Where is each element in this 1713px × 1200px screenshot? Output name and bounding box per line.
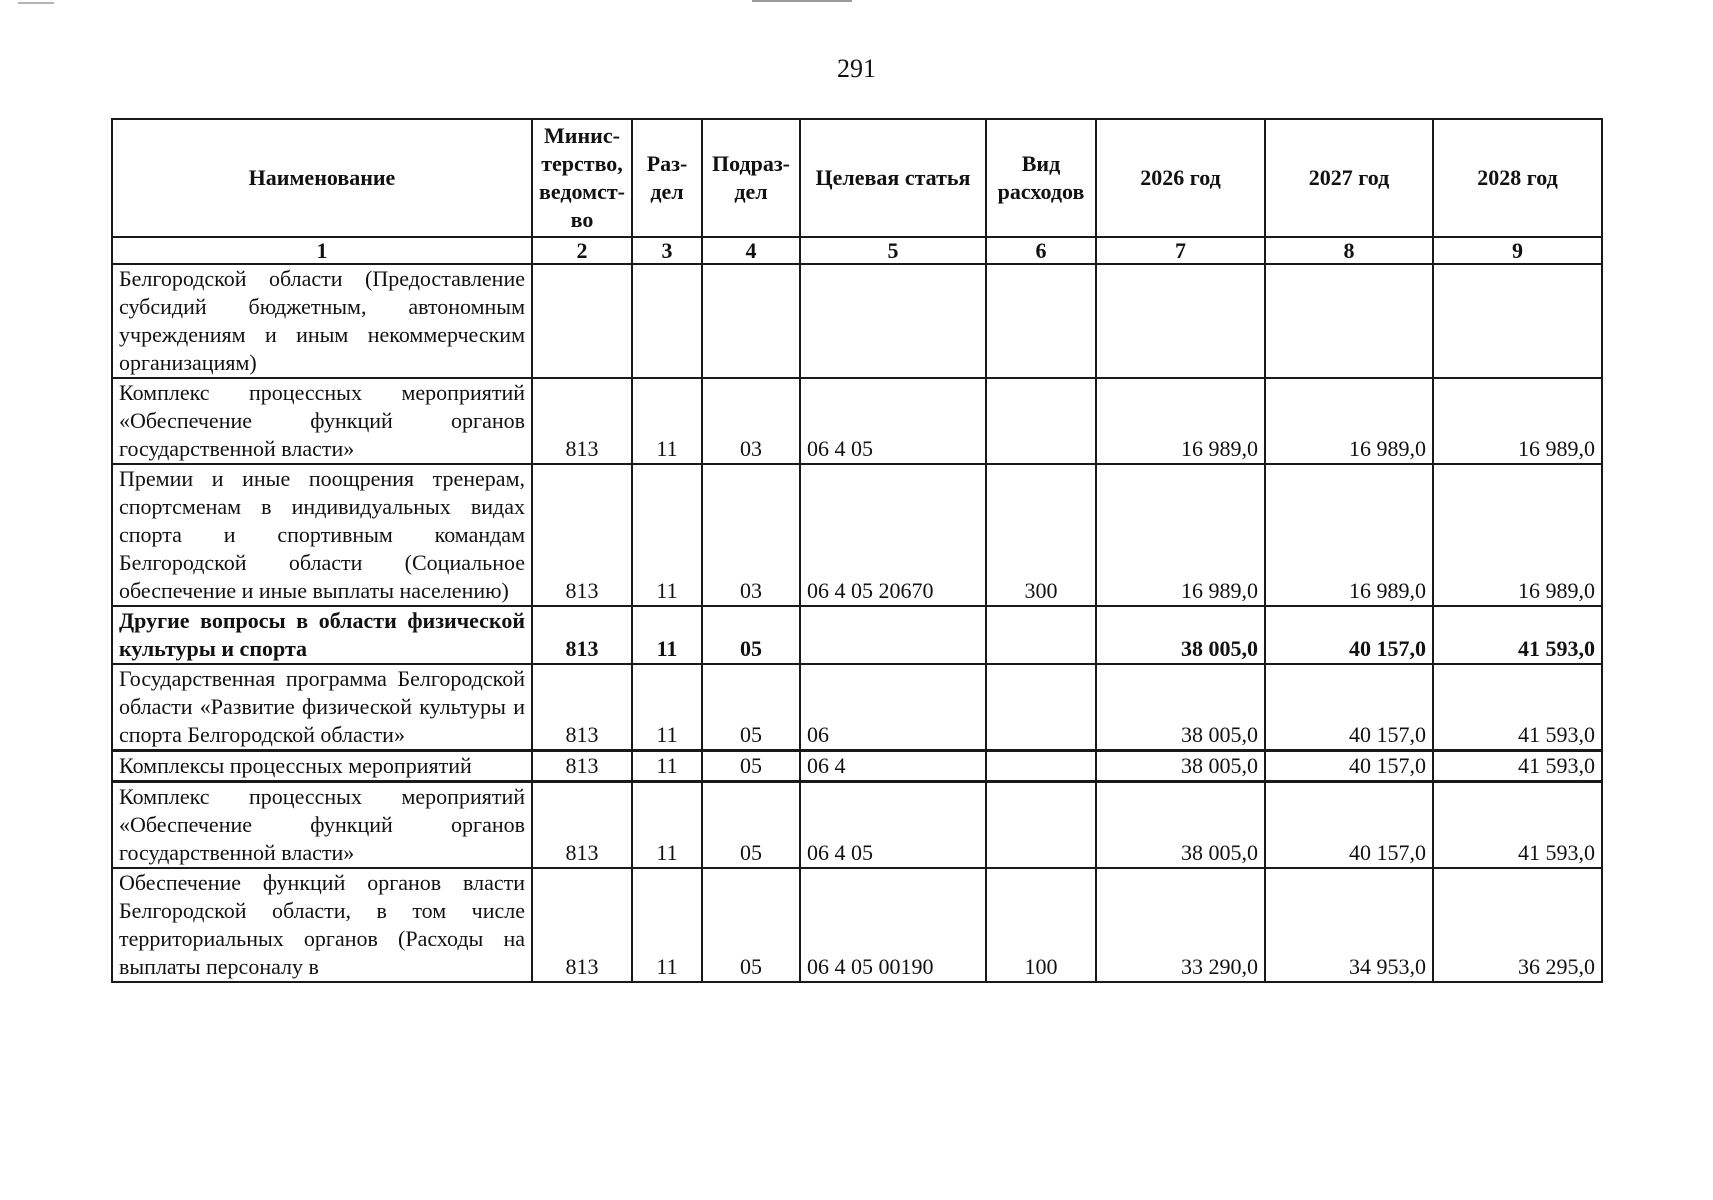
- row-2028: 41 593,0: [1433, 751, 1602, 782]
- row-section: 11: [632, 868, 702, 982]
- row-2027: [1265, 264, 1433, 378]
- row-2028: 16 989,0: [1433, 378, 1602, 464]
- row-section: 11: [632, 751, 702, 782]
- column-number: 7: [1096, 237, 1265, 264]
- row-name: Премии и иные поощрения тренерам, спортсменам в индивидуальных видах спорта и спортивным командам Белгородской области (Социальное обеспечение и иные выплаты населению): [112, 464, 532, 606]
- row-2026: 38 005,0: [1096, 782, 1265, 869]
- row-2027: 40 157,0: [1265, 606, 1433, 664]
- row-target: 06: [800, 664, 986, 751]
- row-2028: 36 295,0: [1433, 868, 1602, 982]
- row-2027: 40 157,0: [1265, 751, 1433, 782]
- row-2027: 40 157,0: [1265, 782, 1433, 869]
- row-subsection: 05: [702, 664, 800, 751]
- row-subsection: 03: [702, 464, 800, 606]
- table-row: [112, 751, 1602, 782]
- row-name: Обеспечение функций органов власти Белгородской области, в том числе территориальных органов (Расходы на выплаты персоналу в: [112, 868, 532, 982]
- row-2026: 38 005,0: [1096, 751, 1265, 782]
- row-subsection: [702, 264, 800, 378]
- row-expense-type: [986, 664, 1096, 751]
- table-row: [112, 464, 1602, 606]
- row-expense-type: [986, 751, 1096, 782]
- table-row: [112, 606, 1602, 664]
- row-2026: [1096, 264, 1265, 378]
- row-expense-type: [986, 782, 1096, 869]
- row-ministry: 813: [532, 378, 632, 464]
- row-2028: 41 593,0: [1433, 664, 1602, 751]
- row-2028: 16 989,0: [1433, 464, 1602, 606]
- header-target: Целевая статья: [800, 119, 986, 237]
- scan-artifact-left: [18, 2, 54, 4]
- header-2026: 2026 год: [1096, 119, 1265, 237]
- row-target: 06 4 05 20670: [800, 464, 986, 606]
- header-2028: 2028 год: [1433, 119, 1602, 237]
- header-subsection: Подраз-дел: [702, 119, 800, 237]
- row-subsection: 05: [702, 782, 800, 869]
- row-ministry: [532, 264, 632, 378]
- row-2028: 41 593,0: [1433, 782, 1602, 869]
- table-row: [112, 378, 1602, 464]
- row-2026: 38 005,0: [1096, 664, 1265, 751]
- row-2026: 33 290,0: [1096, 868, 1265, 982]
- table-row: [112, 782, 1602, 869]
- row-ministry: 813: [532, 664, 632, 751]
- column-number: 3: [632, 237, 702, 264]
- header-ministry: Минис-терство, ведомст-во: [532, 119, 632, 237]
- row-target: [800, 264, 986, 378]
- row-2027: 16 989,0: [1265, 378, 1433, 464]
- column-number: 4: [702, 237, 800, 264]
- row-2026: 16 989,0: [1096, 378, 1265, 464]
- row-name: Белгородской области (Предоставление субсидий бюджетным, автономным учреждениям и иным некоммерческим организациям): [112, 264, 532, 378]
- row-target: 06 4 05 00190: [800, 868, 986, 982]
- header-2027: 2027 год: [1265, 119, 1433, 237]
- row-expense-type: [986, 378, 1096, 464]
- column-number: 6: [986, 237, 1096, 264]
- row-2026: 38 005,0: [1096, 606, 1265, 664]
- row-name: Другие вопросы в области физической культуры и спорта: [112, 606, 532, 664]
- budget-table: [111, 118, 1603, 983]
- row-ministry: 813: [532, 868, 632, 982]
- row-ministry: 813: [532, 606, 632, 664]
- table-row: [112, 868, 1602, 982]
- row-target: 06 4 05: [800, 378, 986, 464]
- table-row: [112, 264, 1602, 378]
- row-name: Комплекс процессных мероприятий «Обеспечение функций органов государственной власти»: [112, 782, 532, 869]
- column-number: 2: [532, 237, 632, 264]
- column-number: 5: [800, 237, 986, 264]
- row-section: 11: [632, 464, 702, 606]
- header-expense-type: Вид расходов: [986, 119, 1096, 237]
- row-ministry: 813: [532, 464, 632, 606]
- row-subsection: 05: [702, 868, 800, 982]
- row-ministry: 813: [532, 782, 632, 869]
- row-section: 11: [632, 664, 702, 751]
- column-number: 9: [1433, 237, 1602, 264]
- row-section: 11: [632, 378, 702, 464]
- row-name: Комплекс процессных мероприятий «Обеспечение функций органов государственной власти»: [112, 378, 532, 464]
- table-row: [112, 664, 1602, 751]
- row-name: Государственная программа Белгородской области «Развитие физической культуры и спорта Белгородской области»: [112, 664, 532, 751]
- row-name: Комплексы процессных мероприятий: [112, 751, 532, 782]
- row-2028: 41 593,0: [1433, 606, 1602, 664]
- row-target: 06 4 05: [800, 782, 986, 869]
- row-expense-type: 300: [986, 464, 1096, 606]
- header-name: Наименование: [112, 119, 532, 237]
- header-section: Раз-дел: [632, 119, 702, 237]
- row-2028: [1433, 264, 1602, 378]
- row-subsection: 05: [702, 606, 800, 664]
- row-2027: 40 157,0: [1265, 664, 1433, 751]
- column-number: 8: [1265, 237, 1433, 264]
- scan-artifact-top: [752, 0, 852, 2]
- row-subsection: 03: [702, 378, 800, 464]
- row-ministry: 813: [532, 751, 632, 782]
- row-expense-type: [986, 606, 1096, 664]
- row-2027: 16 989,0: [1265, 464, 1433, 606]
- row-expense-type: [986, 264, 1096, 378]
- row-section: 11: [632, 782, 702, 869]
- header-row: [112, 119, 1602, 237]
- row-2027: 34 953,0: [1265, 868, 1433, 982]
- row-section: [632, 264, 702, 378]
- column-number: 1: [112, 237, 532, 264]
- row-target: 06 4: [800, 751, 986, 782]
- row-expense-type: 100: [986, 868, 1096, 982]
- row-section: 11: [632, 606, 702, 664]
- row-target: [800, 606, 986, 664]
- row-2026: 16 989,0: [1096, 464, 1265, 606]
- column-number-row: [112, 237, 1602, 264]
- page-number: 291: [837, 54, 876, 83]
- row-subsection: 05: [702, 751, 800, 782]
